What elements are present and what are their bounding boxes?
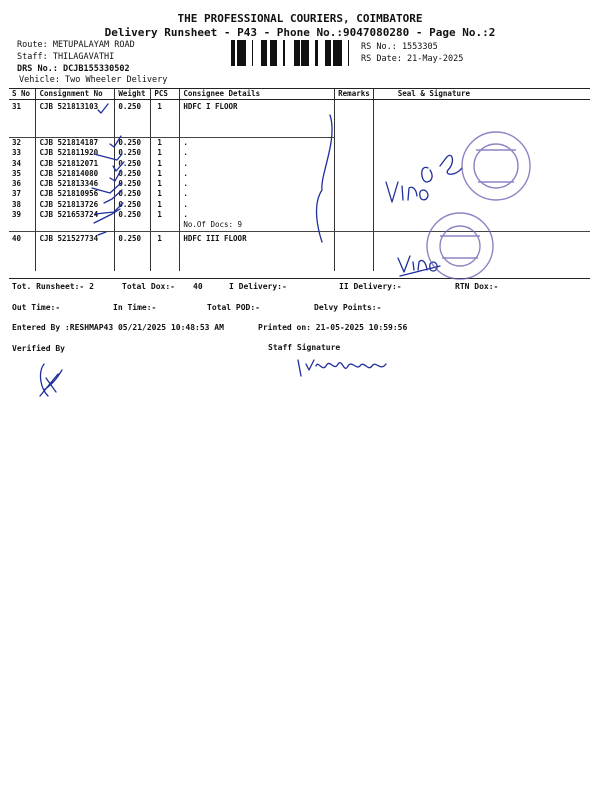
cell-details: HDFC I FLOOR: [180, 100, 335, 138]
rtn-dox: RTN Dox:-: [455, 282, 499, 291]
bracket-mark: [317, 115, 333, 242]
out-time: Out Time:-: [12, 303, 61, 312]
cell-sno: 31: [9, 100, 36, 138]
in-time: In Time:-: [113, 303, 157, 312]
cell-pcs: 1: [151, 100, 180, 138]
staff-signature-label: Staff Signature: [268, 343, 341, 352]
total-pod: Total POD:-: [207, 303, 260, 312]
tick-icon: [95, 203, 123, 214]
runsheet-subtitle: Delivery Runsheet - P43 - Phone No.:9047080280 - Page No.:2: [104, 26, 496, 39]
tick-icon: [92, 183, 121, 193]
seal-stamp-icon: [427, 213, 493, 279]
verified-by-label: Verified By: [12, 344, 65, 353]
staff-label: Staff: THILAGAVATHI: [17, 52, 115, 62]
cell-consignment: CJB 521813103: [36, 100, 115, 138]
seal-stamp-icon: [462, 132, 530, 200]
col-header-sno: S No: [9, 89, 36, 100]
tick-icon: [110, 170, 121, 181]
col-header-weight: Weight: [115, 89, 151, 100]
total-dox-value: 40: [193, 282, 203, 291]
tot-runsheet: Tot. Runsheet:- 2: [12, 282, 94, 291]
delvy-points: Delvy Points:-: [314, 303, 382, 312]
cell-weight: 0.250: [115, 231, 151, 271]
col-header-remarks: Remarks: [335, 89, 374, 100]
tick-icon: [110, 136, 121, 147]
cell-details-group: . . . . . . . . No.Of Docs: 9: [180, 138, 335, 232]
cell-weight: 0.250: [115, 100, 151, 138]
company-title: THE PROFESSIONAL COURIERS, COIMBATORE: [177, 12, 423, 25]
cell-sno-group: 32 33 34 35 36 37 38 39: [9, 138, 36, 232]
route-label: Route: METUPALAYAM ROAD: [17, 40, 135, 50]
vehicle-label: Vehicle: Two Wheeler Delivery: [19, 75, 168, 85]
col-header-pcs: PCS: [151, 89, 180, 100]
cell-sno: 40: [12, 233, 22, 243]
i-delivery: I Delivery:-: [229, 282, 287, 291]
entered-by: Entered By :RESHMAP43 05/21/2025 10:48:53 AM: [12, 323, 224, 332]
col-header-details: Consignee Details: [180, 89, 335, 100]
verifier-signature: [40, 364, 62, 396]
total-dox-label: Total Dox:-: [122, 282, 175, 291]
tick-icon: [98, 232, 106, 235]
cell-pcs-group: 1 1 1 1 1 1 1 1: [151, 138, 180, 232]
tick-icon: [94, 209, 120, 223]
printed-on: Printed on: 21-05-2025 10:59:56: [258, 323, 408, 332]
col-header-consignment: Consignment No: [36, 89, 115, 100]
drs-number: DRS No.: DCJB155330502: [17, 64, 130, 74]
rs-number: RS No.: 1553305: [361, 42, 438, 52]
cell-consignment: CJB 521527734: [36, 231, 115, 271]
tick-icon: [94, 154, 122, 160]
tick-icon: [98, 104, 108, 113]
col-header-seal: Seal & Signature: [373, 89, 590, 100]
tick-icon: [113, 162, 124, 171]
ii-delivery: II Delivery:-: [339, 282, 402, 291]
cell-details: HDFC III FLOOR: [180, 231, 335, 271]
cell-pcs: 1: [151, 231, 180, 271]
rs-date: RS Date: 21-May-2025: [361, 54, 464, 64]
cell-consignment-group: CJB 521814187 CJB 521811920 CJB 521812071 CJB 521814080 CJB 521813346 CJB 521810956 CJB 521813726 CJB 521653724: [36, 138, 115, 232]
no-of-docs: No.Of Docs: 9: [183, 220, 243, 230]
staff-signature-ink: [298, 360, 386, 376]
cell-weight-group: 0.250 0.250 0.250 0.250 0.250 0.250 0.250 0.250: [115, 138, 151, 232]
